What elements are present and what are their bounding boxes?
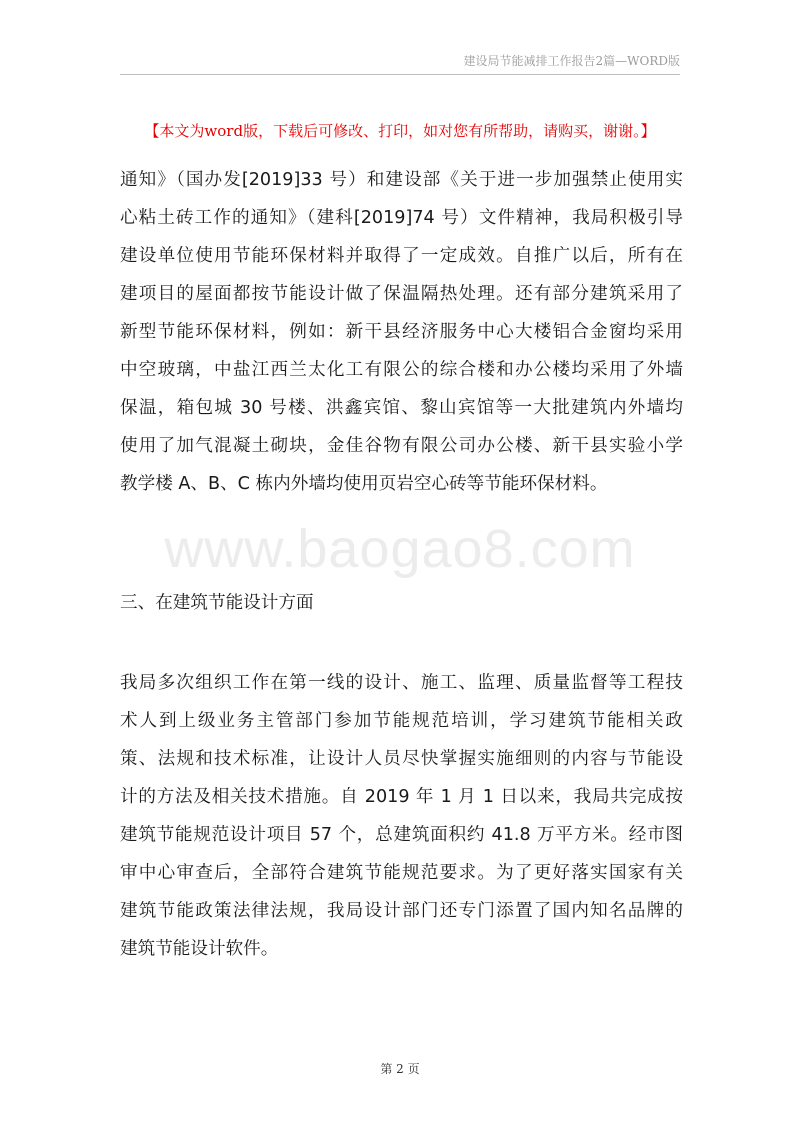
text-line: 教学楼 A、B、C 栋内外墙均使用页岩空心砖等节能环保材料。 (120, 474, 608, 494)
header-divider (120, 74, 680, 75)
text-line: 审中心审查后，全部符合建筑节能规范要求。为了更好落实国家有关 (120, 863, 683, 883)
text-line: 策、法规和技术标准，让设计人员尽快掌握实施细则的内容与节能设 (120, 749, 683, 769)
text-line: 中空玻璃，中盐江西兰太化工有限公的综合楼和办公楼均采用了外墙 (120, 360, 683, 380)
text-line: 心粘土砖工作的通知》（建科[2019]74 号）文件精神，我局积极引导 (120, 208, 683, 228)
text-line: 建设单位使用节能环保材料并取得了一定成效。自推广以后，所有在 (120, 246, 683, 266)
text-line: 我局多次组织工作在第一线的设计、施工、监理、质量监督等工程技 (120, 673, 683, 693)
running-header: 建设局节能减排工作报告2篇—WORD版 (463, 54, 680, 68)
page-number: 第 2 页 (380, 1062, 420, 1076)
text-line: 建筑节能规范设计项目 57 个，总建筑面积约 41.8 万平方米。经市图 (120, 825, 683, 845)
purchase-notice: 【本文为word版，下载后可修改、打印，如对您有所帮助，请购买，谢谢。】 (144, 122, 656, 140)
text-line: 建筑节能政策法律法规，我局设计部门还专门添置了国内知名品牌的 (120, 901, 683, 921)
paragraph-materials (120, 161, 683, 503)
text-line: 建项目的屋面都按节能设计做了保温隔热处理。还有部分建筑采用了 (120, 284, 683, 304)
text-line: 使用了加气混凝土砌块，金佳谷物有限公司办公楼、新干县实验小学 (120, 436, 683, 456)
text-line: 建筑节能设计软件。 (120, 939, 279, 959)
paragraph-design (120, 664, 683, 968)
text-line: 通知》（国办发[2019]33 号）和建设部《关于进一步加强禁止使用实 (120, 170, 683, 190)
watermark: www.baogao8.com (164, 519, 636, 579)
text-line: 保温，箱包城 30 号楼、洪鑫宾馆、黎山宾馆等一大批建筑内外墙均 (120, 398, 683, 418)
text-line: 计的方法及相关技术措施。自 2019 年 1 月 1 日以来，我局共完成按 (120, 787, 683, 807)
text-line: 术人到上级业务主管部门参加节能规范培训，学习建筑节能相关政 (120, 711, 683, 731)
text-line: 新型节能环保材料，例如：新干县经济服务中心大楼铝合金窗均采用 (120, 322, 683, 342)
section-heading: 三、在建筑节能设计方面 (120, 593, 314, 613)
